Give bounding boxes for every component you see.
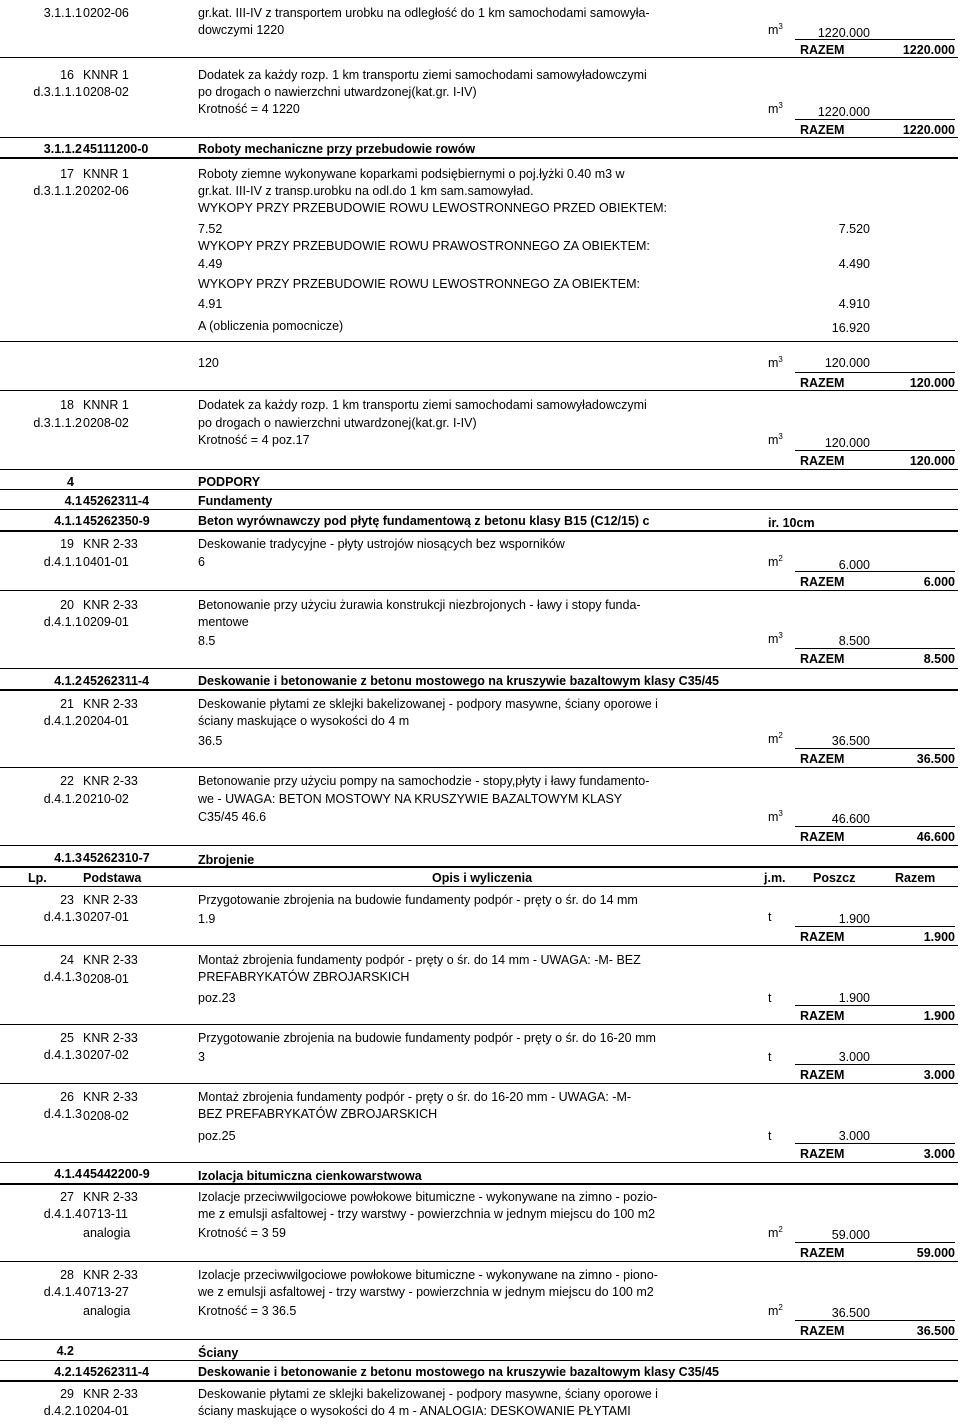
text-line: RAZEM (800, 752, 845, 766)
header-jm: j.m. (764, 871, 786, 885)
text-line: d.4.1.2 (43, 792, 82, 806)
rule (795, 372, 955, 373)
text-line: 0713-11 (83, 1207, 128, 1221)
text-line: Deskowanie płytami ze sklejki bakelizowanej - podpory masywne, ściany oporowe i (198, 697, 658, 711)
text-line: 0208-01 (83, 972, 129, 986)
text-line: KNR 2-33 (83, 537, 138, 551)
text-line: 36.500 (916, 752, 955, 766)
rule (0, 845, 958, 846)
text-line: 36.500 (831, 734, 870, 748)
text-line: analogia (83, 1226, 131, 1240)
text-line: RAZEM (800, 454, 845, 468)
text-line: 4.2 (56, 1344, 74, 1358)
text-line: 4.1.3 (54, 851, 82, 865)
text-line: KNNR 1 (83, 68, 129, 82)
text-line: we - UWAGA: BETON MOSTOWY NA KRUSZYWIE BAZALTOWYM KLASY (198, 792, 623, 806)
text-line: 0208-02 (83, 85, 129, 99)
rule (0, 1083, 958, 1084)
section-rule (0, 530, 958, 532)
text-line: KNR 2-33 (83, 1268, 138, 1282)
text-line: RAZEM (800, 376, 845, 390)
rule (0, 1162, 958, 1163)
text-line: poz.25 (198, 1129, 236, 1143)
text-line: 17 (60, 167, 74, 181)
text-line: 8.500 (923, 652, 955, 666)
text-line: 7.520 (838, 222, 870, 236)
rule (795, 926, 955, 927)
header-podstawa: Podstawa (83, 871, 142, 885)
text-line: 36.500 (916, 1324, 955, 1338)
header-opis: Opis i wyliczenia (432, 871, 533, 885)
section-rule (0, 689, 958, 691)
text-line: d.4.1.1 (43, 555, 82, 569)
text-line: d.3.1.1.1 (33, 85, 82, 99)
text-line: Fundamenty (198, 494, 273, 508)
unit-exponent: 2 (778, 1225, 783, 1234)
text-line: Krotność = 3 36.5 (198, 1304, 297, 1318)
text-line: 23 (60, 893, 74, 907)
text-line: d.3.1.1.2 (33, 416, 82, 430)
text-line: po drogach o nawierzchni utwardzonej(kat.gr. I-IV) (198, 416, 477, 430)
text-line: 4.1.1 (54, 514, 82, 528)
text-line: KNR 2-33 (83, 1090, 138, 1104)
rule (0, 886, 958, 887)
text-line: d.4.1.3 (43, 910, 82, 924)
rule (0, 390, 958, 391)
header-razem: Razem (895, 871, 936, 885)
text-line: RAZEM (800, 652, 845, 666)
text-line: RAZEM (800, 1246, 845, 1260)
unit-exponent: 3 (778, 22, 783, 31)
text-line: RAZEM (800, 123, 845, 137)
text-line: 24 (60, 953, 74, 967)
text-line: WYKOPY PRZY PRZEBUDOWIE ROWU LEWOSTRONNEGO PRZED OBIEKTEM: (198, 201, 668, 215)
text-line: 3.000 (838, 1129, 870, 1143)
unit-exponent: 2 (778, 554, 783, 563)
text-line: 0208-02 (83, 1109, 129, 1123)
text-line: PODPORY (198, 475, 261, 489)
rule (0, 1360, 958, 1361)
text-line: 45111200-0 (83, 142, 149, 156)
rule (795, 1005, 955, 1006)
text-line: gr.kat. III-IV z transportem urobku na odległość do 1 km samochodami samowyła- (198, 6, 650, 20)
text-line: 25 (60, 1031, 74, 1045)
text-line: $m^3$ (768, 809, 783, 824)
text-line: 0207-02 (83, 1048, 129, 1062)
text-line: 7.52 (198, 222, 223, 236)
text-line: 45262311-4 (83, 674, 150, 688)
text-line: $m^3$ (768, 355, 783, 370)
text-line: $m^3$ (768, 631, 783, 646)
text-line: 45442200-9 (83, 1167, 150, 1181)
rule (0, 1339, 958, 1340)
text-line: 27 (60, 1190, 74, 1204)
text-line: WYKOPY PRZY PRZEBUDOWIE ROWU PRAWOSTRONNEGO ZA OBIEKTEM: (198, 239, 650, 253)
text-line: Betonowanie przy użyciu pompy na samochodzie - stopy,płyty i ławy fundamento- (198, 774, 650, 788)
text-line: RAZEM (800, 575, 845, 589)
text-line: Krotność = 3 59 (198, 1226, 286, 1240)
text-line: RAZEM (800, 930, 845, 944)
rule (0, 668, 958, 669)
text-line: 45262311-4 (83, 1365, 150, 1379)
text-line: 120.000 (909, 454, 955, 468)
text-line: 120.000 (909, 376, 955, 390)
text-line: Zbrojenie (198, 853, 255, 867)
text-line: 3.000 (923, 1068, 955, 1082)
text-line: Ściany (198, 1346, 239, 1360)
text-line: 4.1.2 (54, 674, 82, 688)
text-line: $m^2$ (768, 1225, 783, 1240)
rule (0, 509, 958, 510)
text-line: KNNR 1 (83, 398, 129, 412)
text-line: 0202-06 (83, 6, 129, 20)
text-line: ir. 10cm (768, 516, 815, 530)
text-line: KNR 2-33 (83, 774, 138, 788)
text-line: t (768, 1129, 772, 1143)
text-line: Deskowanie i betonowanie z betonu mostowego na kruszywie bazaltowym klasy C35/45 (198, 1365, 719, 1379)
text-line: C35/45 46.6 (198, 810, 267, 824)
text-line: KNR 2-33 (83, 953, 138, 967)
unit-exponent: 2 (778, 731, 783, 740)
text-line: 0202-06 (83, 184, 129, 198)
text-line: Przygotowanie zbrojenia na budowie fundamenty podpór - pręty o śr. do 16-20 mm (198, 1031, 656, 1045)
text-line: 20 (60, 598, 74, 612)
text-line: $m^2$ (768, 731, 783, 746)
text-line: $m^2$ (768, 554, 783, 569)
text-line: 0204-01 (83, 1404, 129, 1418)
rule (0, 767, 958, 768)
text-line: 1.900 (838, 991, 870, 1005)
rule (795, 39, 955, 40)
rule (795, 1064, 955, 1065)
rule (0, 1261, 958, 1262)
text-line: t (768, 991, 772, 1005)
rule (795, 648, 955, 649)
text-line: 0209-01 (83, 615, 129, 629)
rule (0, 341, 958, 342)
text-line: d.4.1.3 (43, 1048, 82, 1062)
text-line: 4.91 (198, 297, 223, 311)
text-line: 59.000 (831, 1228, 870, 1242)
text-line: 3.1.1.2 (43, 142, 82, 156)
text-line: RAZEM (800, 1009, 845, 1023)
text-line: d.4.1.3 (43, 1107, 82, 1121)
text-line: 4.1.4 (54, 1167, 82, 1181)
text-line: 120.000 (824, 356, 870, 370)
rule (795, 826, 955, 827)
text-line: 16.920 (831, 321, 870, 335)
rule (795, 571, 955, 572)
text-line: KNR 2-33 (83, 697, 138, 711)
text-line: 4.910 (838, 297, 870, 311)
text-line: 0204-01 (83, 714, 129, 728)
text-line: RAZEM (800, 43, 845, 57)
text-line: 4.49 (198, 257, 223, 271)
text-line: 6.000 (923, 575, 955, 589)
text-line: 120 (198, 356, 219, 370)
text-line: d.4.1.3 (43, 970, 82, 984)
unit-exponent: 3 (778, 809, 783, 818)
section-rule (0, 1380, 958, 1382)
text-line: Montaż zbrojenia fundamenty podpór - pręty o śr. do 16-20 mm - UWAGA: -M- (198, 1090, 632, 1104)
rule (0, 1024, 958, 1025)
text-line: 1.900 (923, 1009, 955, 1023)
rule (795, 1320, 955, 1321)
section-rule (0, 157, 958, 159)
section-rule (0, 1183, 958, 1185)
text-line: 1.900 (923, 930, 955, 944)
text-line: KNR 2-33 (83, 1387, 138, 1401)
unit-exponent: 3 (778, 101, 783, 110)
text-line: 22 (60, 774, 74, 788)
rule (795, 1242, 955, 1243)
text-line: Dodatek za każdy rozp. 1 km transportu ziemi samochodami samowyładowczymi (198, 398, 647, 412)
text-line: Betonowanie przy użyciu żurawia konstrukcji niezbrojonych - ławy i stopy funda- (198, 598, 641, 612)
text-line: 29 (60, 1387, 74, 1401)
text-line: $m^3$ (768, 432, 783, 447)
text-line: 16 (60, 68, 74, 82)
text-line: Izolacje przeciwwilgociowe powłokowe bitumiczne - wykonywane na zimno - pozio- (198, 1190, 658, 1204)
text-line: Montaż zbrojenia fundamenty podpór - pręty o śr. do 14 mm - UWAGA: -M- BEZ (198, 953, 641, 967)
text-line: 21 (60, 697, 74, 711)
text-line: 6 (198, 555, 205, 569)
text-line: poz.23 (198, 991, 236, 1005)
text-line: Krotność = 4 poz.17 (198, 433, 310, 447)
text-line: Izolacja bitumiczna cienkowarstwowa (198, 1169, 422, 1183)
text-line: gr.kat. III-IV z transp.urobku na odl.do 1 km sam.samowyład. (198, 184, 534, 198)
text-line: 4 (67, 475, 74, 489)
unit-exponent: 3 (778, 631, 783, 640)
text-line: 3.000 (838, 1050, 870, 1064)
header-poszcz: Poszcz (813, 871, 856, 885)
rule (0, 57, 958, 58)
text-line: 45262350-9 (83, 514, 150, 528)
text-line: d.3.1.1.2 (33, 184, 82, 198)
rule (0, 137, 958, 138)
text-line: Deskowanie i betonowanie z betonu mostowego na kruszywie bazaltowym klasy C35/45 (198, 674, 719, 688)
text-line: 36.5 (198, 734, 223, 748)
text-line: 3.000 (923, 1147, 955, 1161)
text-line: $m^3$ (768, 22, 783, 37)
text-line: RAZEM (800, 830, 845, 844)
text-line: t (768, 910, 772, 924)
text-line: Dodatek za każdy rozp. 1 km transportu ziemi samochodami samowyładowczymi (198, 68, 647, 82)
text-line: d.4.2.1 (43, 1404, 82, 1418)
text-line: 1.9 (198, 912, 216, 926)
rule (795, 1143, 955, 1144)
text-line: 46.600 (831, 812, 870, 826)
text-line: 0210-02 (83, 792, 129, 806)
text-line: 19 (60, 537, 74, 551)
rule (0, 489, 958, 490)
text-line: d.4.1.1 (43, 615, 82, 629)
text-line: ściany maskujące o wysokości do 4 m (198, 714, 410, 728)
section-rule (0, 866, 958, 868)
rule (795, 119, 955, 120)
text-line: 4.1 (64, 494, 82, 508)
text-line: 120.000 (824, 436, 870, 450)
text-line: KNR 2-33 (83, 598, 138, 612)
text-line: 4.2.1 (54, 1365, 82, 1379)
text-line: dowczymi 1220 (198, 23, 285, 37)
rule (795, 450, 955, 451)
text-line: BEZ PREFABRYKATÓW ZBROJARSKICH (198, 1107, 438, 1121)
text-line: 8.500 (838, 634, 870, 648)
text-line: 46.600 (916, 830, 955, 844)
text-line: 26 (60, 1090, 74, 1104)
text-line: Deskowanie tradycyjne - płyty ustrojów niosących bez wsporników (198, 537, 565, 551)
text-line: d.4.1.2 (43, 714, 82, 728)
text-line: 1220.000 (817, 26, 870, 40)
text-line: 1220.000 (902, 123, 955, 137)
text-line: 3.1.1.1 (43, 6, 82, 20)
text-line: 0208-02 (83, 416, 129, 430)
text-line: RAZEM (800, 1068, 845, 1082)
text-line: 0401-01 (83, 555, 129, 569)
rule (0, 590, 958, 591)
unit-exponent: 3 (778, 355, 783, 364)
header-lp: Lp. (28, 871, 47, 885)
text-line: 4.490 (838, 257, 870, 271)
text-line: 0713-27 (83, 1285, 129, 1299)
text-line: 45262310-7 (83, 851, 150, 865)
rule (795, 748, 955, 749)
text-line: 18 (60, 398, 74, 412)
rule (0, 945, 958, 946)
unit-exponent: 2 (778, 1303, 783, 1312)
text-line: Roboty ziemne wykonywane koparkami podsiębiernymi o poj.łyżki 0.40 m3 w (198, 167, 625, 181)
text-line: 1220.000 (817, 105, 870, 119)
text-line: 1.900 (838, 912, 870, 926)
text-line: d.4.1.4 (43, 1207, 82, 1221)
text-line: RAZEM (800, 1147, 845, 1161)
text-line: analogia (83, 1304, 131, 1318)
text-line: Roboty mechaniczne przy przebudowie rowów (198, 142, 476, 156)
text-line: KNR 2-33 (83, 1190, 138, 1204)
text-line: KNR 2-33 (83, 1031, 138, 1045)
text-line: d.4.1.4 (43, 1285, 82, 1299)
text-line: me z emulsji asfaltowej - trzy warstwy - powierzchnia w jednym miejscu do 100 m2 (198, 1207, 656, 1221)
text-line: Krotność = 4 1220 (198, 102, 300, 116)
text-line: A (obliczenia pomocnicze) (198, 319, 344, 333)
rule (0, 469, 958, 470)
text-line: t (768, 1050, 772, 1064)
text-line: Deskowanie płytami ze sklejki bakelizowanej - podpory masywne, ściany oporowe i (198, 1387, 658, 1401)
text-line: mentowe (198, 615, 249, 629)
text-line: po drogach o nawierzchni utwardzonej(kat.gr. I-IV) (198, 85, 477, 99)
text-line: 1220.000 (902, 43, 955, 57)
text-line: 3 (198, 1050, 205, 1064)
text-line: PREFABRYKATÓW ZBROJARSKICH (198, 970, 410, 984)
text-line: 28 (60, 1268, 74, 1282)
text-line: $m^3$ (768, 101, 783, 116)
text-line: Beton wyrównawczy pod płytę fundamentową z betonu klasy B15 (C12/15) c (198, 514, 650, 528)
text-line: RAZEM (800, 1324, 845, 1338)
text-line: 8.5 (198, 634, 216, 648)
text-line: Przygotowanie zbrojenia na budowie fundamenty podpór - pręty o śr. do 14 mm (198, 893, 638, 907)
text-line: we z emulsji asfaltowej - trzy warstwy - powierzchnia w jednym miejscu do 100 m2 (198, 1285, 654, 1299)
text-line: KNR 2-33 (83, 893, 138, 907)
text-line: Izolacje przeciwwilgociowe powłokowe bitumiczne - wykonywane na zimno - piono- (198, 1268, 658, 1282)
text-line: WYKOPY PRZY PRZEBUDOWIE ROWU LEWOSTRONNEGO ZA OBIEKTEM: (198, 277, 640, 291)
text-line: ściany maskujące o wysokości do 4 m - ANALOGIA: DESKOWANIE PŁYTAMI (198, 1404, 631, 1418)
text-line: $m^2$ (768, 1303, 783, 1318)
text-line: KNNR 1 (83, 167, 129, 181)
text-line: 45262311-4 (83, 494, 150, 508)
text-line: 36.500 (831, 1306, 870, 1320)
text-line: 0207-01 (83, 910, 129, 924)
text-line: 6.000 (838, 558, 870, 572)
unit-exponent: 3 (778, 432, 783, 441)
text-line: 59.000 (916, 1246, 955, 1260)
